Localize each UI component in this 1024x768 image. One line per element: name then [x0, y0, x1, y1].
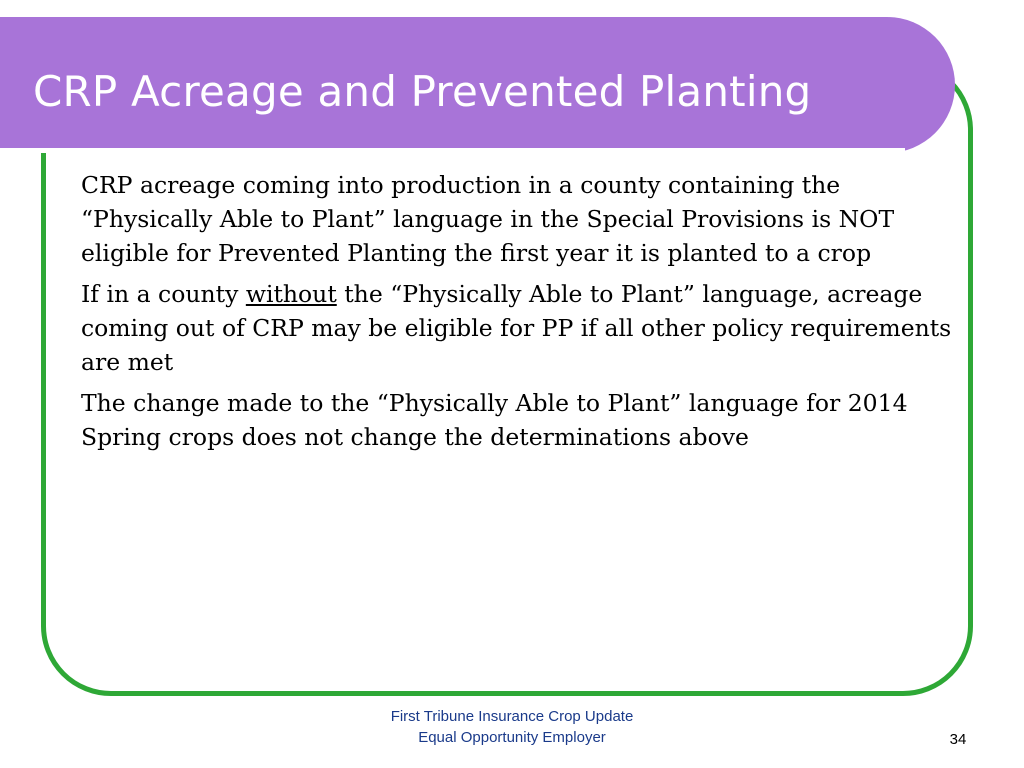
slide-title: CRP Acreage and Prevented Planting: [33, 67, 812, 116]
underlined-word-without: without: [245, 280, 337, 308]
bullet-2014-change: The change made to the “Physically Able to Plant” language for 2014 Spring crops does not change the determinations above: [81, 389, 908, 451]
page-number: 34: [949, 731, 967, 748]
bullet-crp-not-eligible: CRP acreage coming into production in a county containing the “Physically Able to Plant” language in the Special Provisions is NOT eligible for Prevented Planting the first year it is planted to a crop: [81, 171, 895, 267]
bullet-without-language: [81, 277, 961, 379]
title-underline-rule: [0, 148, 905, 153]
bullet-text-before: If in a county: [81, 280, 246, 308]
bullet-text-after: the “Physically Able to Plant” language, acreage coming out of CRP may be eligible for PP if all other policy requirements are met: [81, 280, 952, 376]
title-bar: [0, 17, 955, 153]
footer: [312, 706, 712, 748]
slide-body: [81, 168, 961, 461]
footer-line-employer: Equal Opportunity Employer: [418, 729, 606, 746]
footer-line-company: First Tribune Insurance Crop Update: [390, 708, 634, 725]
